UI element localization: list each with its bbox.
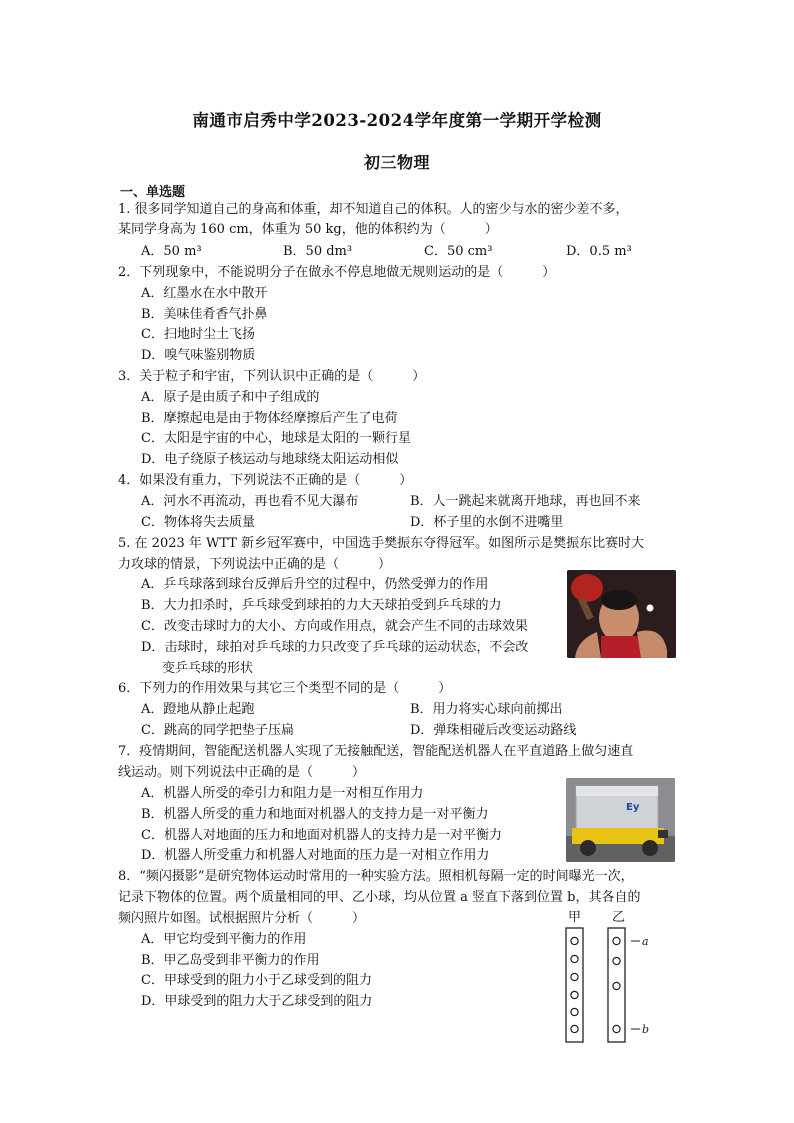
question-5-option-c: C．改变击球时力的大小、方向或作用点，就会产生不同的击球效果	[141, 619, 528, 634]
strobe-photo-diagram	[560, 926, 660, 1044]
table-tennis-player-photo	[567, 570, 676, 658]
question-3-option-b: B．摩擦起电是由于物体经摩擦后产生了电荷	[141, 411, 398, 426]
question-6-option-c: C．跳高的同学把垫子压扁	[141, 723, 294, 738]
question-2-option-a: A．红墨水在水中散开	[141, 286, 268, 301]
question-2-option-b: B．美味佳肴香气扑鼻	[141, 307, 268, 322]
question-5-option-d-continued: 变乒乓球的形状	[162, 661, 254, 676]
question-8-text: 记录下物体的位置。两个质量相同的甲、乙小球，均从位置 a 竖直下落到位置 b，其各自的	[118, 890, 641, 905]
question-6-text: 6．下列力的作用效果与其它三个类型不同的是（ ）	[118, 681, 452, 696]
question-6-option-a: A．蹬地从静止起跑	[141, 702, 255, 717]
question-3-text: 3．关于粒子和宇宙，下列认识中正确的是（ ）	[118, 369, 426, 384]
question-1-text: 某同学身高为 160 cm，体重为 50 kg，他的体积约为（ ）	[118, 222, 498, 237]
table-tennis-player-image	[567, 570, 676, 658]
page-subtitle: 初三物理	[363, 153, 430, 172]
ball-position-yi	[613, 982, 620, 989]
ball-position-yi	[613, 937, 620, 944]
question-7-text: 线运动。则下列说法中正确的是（ ）	[118, 765, 366, 780]
delivery-robot-photo	[566, 778, 675, 862]
ball-position-jia	[571, 955, 578, 962]
question-8-option-a: A．甲它均受到平衡力的作用	[141, 932, 307, 947]
question-4-option-b: B．人一跳起来就离开地球，再也回不来	[410, 494, 641, 509]
question-8-option-c: C．甲球受到的阻力小于乙球受到的阻力	[141, 973, 372, 988]
question-8-option-d: D．甲球受到的阻力大于乙球受到的阻力	[141, 994, 373, 1009]
question-1-option-b: B．50 dm³	[283, 244, 353, 259]
page-title: 南通市启秀中学2023-2024学年度第一学期开学检测	[192, 111, 602, 130]
question-1-option-c: C．50 cm³	[424, 244, 493, 259]
ball-position-jia	[571, 973, 578, 980]
ball-position-jia	[571, 937, 578, 944]
question-8-option-b: B．甲乙岛受到非平衡力的作用	[141, 953, 320, 968]
question-7-text: 7．疫情期间，智能配送机器人实现了无接触配送，智能配送机器人在平直道路上做匀速直	[118, 744, 634, 759]
ball-position-yi	[613, 1025, 620, 1032]
question-4-option-d: D．杯子里的水倒不进嘴里	[410, 515, 564, 530]
question-6-option-b: B．用力将实心球向前掷出	[410, 702, 563, 717]
ball-position-jia	[571, 1025, 578, 1032]
question-2-option-d: D．嗅气味鉴别物质	[141, 348, 256, 363]
question-4-text: 4．如果没有重力，下列说法不正确的是（ ）	[118, 473, 413, 488]
question-1-text: 1. 很多同学知道自己的身高和体重，却不知道自己的体积。人的密少与水的密少差不多，	[118, 202, 629, 217]
section-heading: 一、单选题	[120, 185, 186, 200]
marker-b-label: b	[642, 1023, 650, 1036]
question-5-text: 5. 在 2023 年 WTT 新乡冠军赛中，中国选手樊振东夺得冠军。如图所示是樊振东比赛时大	[118, 536, 645, 551]
question-1-option-a: A．50 m³	[141, 244, 202, 259]
question-5-option-a: A．乒乓球落到球台反弹后升空的过程中，仍然受弹力的作用	[141, 577, 489, 592]
question-5-option-d: D．击球时，球拍对乒乓球的力只改变了乒乓球的运动状态，不会改	[141, 640, 529, 655]
question-2-option-c: C．扫地时尘土飞扬	[141, 327, 255, 342]
ball-position-yi	[613, 957, 620, 964]
figure-label-jia: 甲	[568, 910, 582, 925]
delivery-robot-image	[566, 778, 675, 862]
question-4-option-a: A．河水不再流动，再也看不见大瀑布	[141, 494, 359, 509]
question-3-option-d: D．电子绕原子核运动与地球绕太阳运动相似	[141, 452, 399, 467]
question-4-option-c: C．物体将失去质量	[141, 515, 255, 530]
question-7-option-a: A．机器人所受的牵引力和阻力是一对相互作用力	[141, 786, 424, 801]
question-3-option-c: C．太阳是宇宙的中心，地球是太阳的一颗行星	[141, 431, 411, 446]
question-6-option-d: D．弹珠相碰后改变运动路线	[410, 723, 577, 738]
question-8-text: 8．“频闪摄影”是研究物体运动时常用的一种实验方法。照相机每隔一定的时间曝光一次，	[118, 869, 634, 884]
question-5-option-b: B．大力扣杀时，乒乓球受到球拍的力大天球拍受到乒乓球的力	[141, 598, 502, 613]
question-2-text: 2．下列现象中，不能说明分子在做永不停息地做无规则运动的是（ ）	[118, 265, 556, 280]
question-8-text: 频闪照片如图。试根据照片分析（ ）	[118, 911, 366, 926]
ball-position-jia	[571, 1008, 578, 1015]
robot-logo-text: Ey	[626, 802, 640, 813]
question-5-text: 力攻球的情景，下列说法中正确的是（ ）	[118, 557, 392, 572]
figure-label-yi: 乙	[612, 910, 626, 925]
marker-a-label: a	[642, 935, 649, 948]
question-7-option-c: C．机器人对地面的压力和地面对机器人的支持力是一对平衡力	[141, 828, 502, 843]
question-7-option-d: D．机器人所受重力和机器人对地面的压力是一对相立作用力	[141, 848, 490, 863]
question-7-option-b: B．机器人所受的重力和地面对机器人的支持力是一对平衡力	[141, 807, 489, 822]
question-3-option-a: A．原子是由质子和中子组成的	[141, 390, 320, 405]
question-1-option-d: D．0.5 m³	[566, 244, 632, 259]
ball-position-jia	[571, 991, 578, 998]
